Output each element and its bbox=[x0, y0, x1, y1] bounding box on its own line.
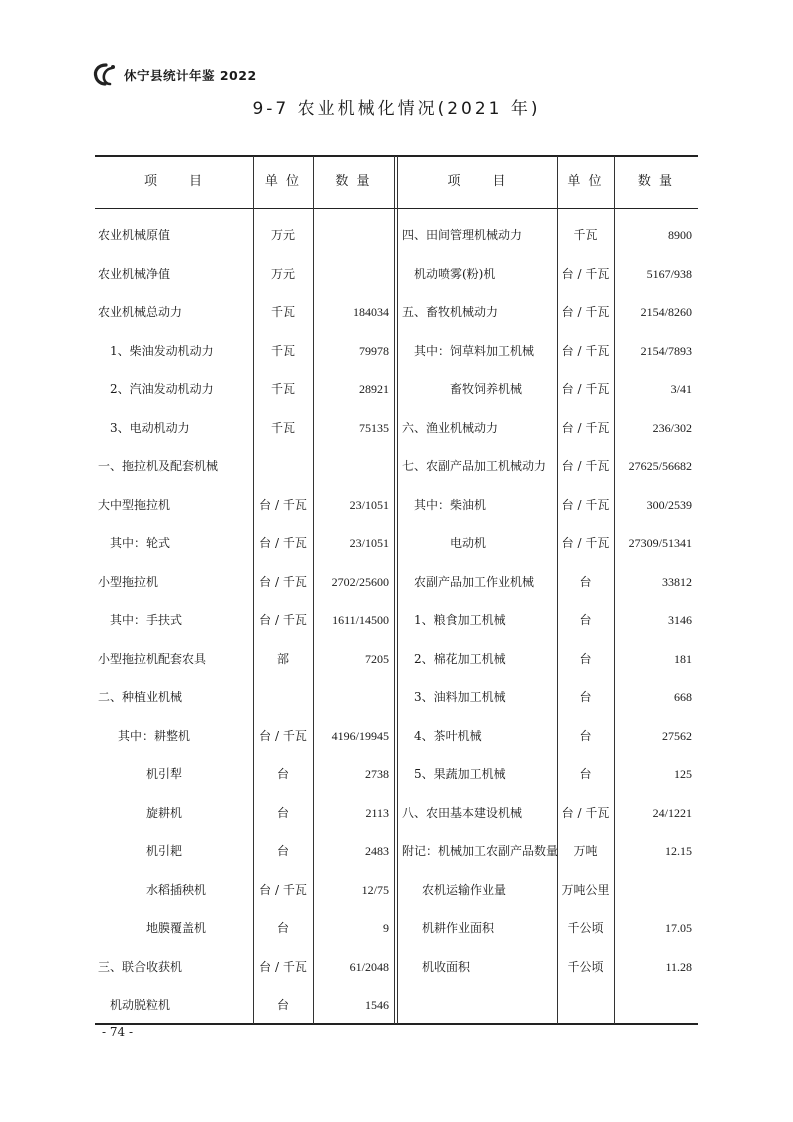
left-row-item: 其中：耕整机 bbox=[118, 728, 191, 743]
right-row-item: 农副产品加工作业机械 bbox=[414, 574, 535, 589]
left-row-item: 二、种植业机械 bbox=[98, 690, 183, 704]
left-row-item: 水稻插秧机 bbox=[146, 882, 207, 897]
yearbook-logo-icon bbox=[92, 62, 118, 88]
right-row-value: 8900 bbox=[668, 228, 692, 242]
left-row-value bbox=[313, 678, 389, 717]
right-row-unit: 台 bbox=[579, 767, 592, 781]
right-row-item: 1、粮食加工机械 bbox=[414, 613, 506, 627]
right-row-unit: 台 / 千瓦 bbox=[561, 343, 610, 358]
left-row-value: 23/1051 bbox=[349, 536, 389, 550]
right-row-value: 24/1221 bbox=[652, 805, 692, 820]
left-row-value bbox=[313, 447, 389, 486]
left-row-item: 其中：轮式 bbox=[110, 536, 171, 550]
right-row-item: 附记：机械加工农副产品数量 bbox=[402, 844, 559, 858]
right-row-value: 300/2539 bbox=[646, 497, 692, 512]
right-row-item: 电动机 bbox=[450, 536, 487, 550]
left-row-item: 机引犁 bbox=[146, 767, 183, 781]
right-row-value: 27309/51341 bbox=[628, 536, 692, 550]
left-row-value bbox=[313, 255, 389, 294]
right-row-item: 2、棉花加工机械 bbox=[414, 651, 506, 666]
left-row-unit: 台 bbox=[276, 921, 289, 935]
right-row-unit: 千公顷 bbox=[567, 921, 604, 935]
left-row-value: 4196/19945 bbox=[331, 728, 389, 743]
left-row-item: 农业机械原值 bbox=[98, 228, 171, 242]
right-row-unit: 千公顷 bbox=[567, 959, 604, 974]
right-row-value: 3/41 bbox=[670, 382, 692, 396]
header-value-right: 数 量 bbox=[637, 174, 675, 189]
left-row-value: 9 bbox=[383, 921, 389, 935]
right-row-value bbox=[614, 871, 692, 910]
right-row-unit: 台 / 千瓦 bbox=[561, 536, 610, 550]
right-row-item: 机动喷雾(粉)机 bbox=[414, 266, 496, 281]
left-row-item: 大中型拖拉机 bbox=[98, 497, 171, 512]
left-row-unit: 台 / 千瓦 bbox=[259, 536, 307, 550]
left-row-value: 61/2048 bbox=[349, 959, 389, 974]
right-row-value: 27625/56682 bbox=[628, 459, 692, 473]
left-row-value: 2702/25600 bbox=[331, 574, 389, 589]
right-row-item: 3、油料加工机械 bbox=[414, 690, 506, 704]
right-row-value: 5167/938 bbox=[646, 266, 692, 281]
left-row-unit bbox=[253, 447, 313, 486]
right-row-unit: 台 bbox=[579, 574, 592, 589]
left-row-item: 机动脱粒机 bbox=[110, 998, 171, 1012]
right-row-item: 机收面积 bbox=[422, 959, 471, 974]
left-row-unit: 台 bbox=[276, 805, 289, 820]
header-unit-left: 单 位 bbox=[264, 174, 302, 189]
left-row-unit bbox=[253, 678, 313, 717]
right-row-unit: 万吨 bbox=[573, 844, 598, 858]
header-item-right: 项 目 bbox=[447, 174, 508, 189]
left-row-value: 2113 bbox=[365, 805, 389, 820]
right-row-value: 125 bbox=[674, 767, 692, 781]
left-row-item: 地膜覆盖机 bbox=[146, 921, 207, 935]
right-row-unit: 台 bbox=[579, 613, 592, 627]
right-row-unit: 台 / 千瓦 bbox=[561, 497, 610, 512]
left-row-unit: 台 / 千瓦 bbox=[259, 882, 307, 897]
right-row-value: 11.28 bbox=[665, 959, 692, 974]
left-row-unit: 台 / 千瓦 bbox=[259, 959, 307, 974]
left-row-item: 小型拖拉机 bbox=[98, 574, 159, 589]
left-row-value: 75135 bbox=[359, 420, 389, 435]
left-row-value: 2483 bbox=[365, 844, 389, 858]
left-row-item: 小型拖拉机配套农具 bbox=[98, 651, 207, 666]
right-row-value: 2154/7893 bbox=[640, 343, 692, 358]
left-row-unit: 千瓦 bbox=[270, 382, 295, 396]
right-row-item: 4、茶叶机械 bbox=[414, 728, 482, 743]
left-row-item: 2、汽油发动机动力 bbox=[110, 382, 214, 396]
right-row-unit: 台 / 千瓦 bbox=[561, 305, 610, 319]
right-row-value: 12.15 bbox=[665, 844, 692, 858]
right-row-unit: 台 / 千瓦 bbox=[561, 266, 610, 281]
right-row-item: 其中：饲草料加工机械 bbox=[414, 343, 535, 358]
left-row-unit: 台 bbox=[276, 844, 289, 858]
left-row-item: 机引耙 bbox=[146, 844, 183, 858]
right-row-item: 五、畜牧机械动力 bbox=[402, 305, 499, 319]
header bbox=[92, 62, 257, 88]
left-row-item: 旋耕机 bbox=[146, 805, 183, 820]
left-row-item: 1、柴油发动机动力 bbox=[110, 343, 214, 358]
right-row-item: 其中：柴油机 bbox=[414, 497, 487, 512]
left-row-unit: 台 / 千瓦 bbox=[259, 613, 307, 627]
right-row-unit: 台 / 千瓦 bbox=[561, 420, 610, 435]
left-row-unit: 万元 bbox=[270, 228, 295, 242]
right-row-unit: 万吨公里 bbox=[561, 882, 610, 897]
left-row-item: 3、电动机动力 bbox=[110, 420, 190, 435]
left-row-item: 农业机械总动力 bbox=[98, 305, 183, 319]
right-row-item: 四、田间管理机械动力 bbox=[402, 228, 523, 242]
right-row-unit: 台 / 千瓦 bbox=[561, 459, 610, 473]
left-row-unit: 台 / 千瓦 bbox=[259, 574, 307, 589]
left-row-value: 79978 bbox=[359, 343, 389, 358]
left-row-unit: 台 bbox=[276, 998, 289, 1012]
right-row-unit: 台 bbox=[579, 728, 592, 743]
left-row-item: 其中：手扶式 bbox=[110, 613, 183, 627]
right-row-unit: 台 / 千瓦 bbox=[561, 382, 610, 396]
right-row-value: 33812 bbox=[662, 574, 692, 589]
right-row-unit: 台 bbox=[579, 690, 592, 704]
right-row-value: 236/302 bbox=[652, 420, 692, 435]
header-item-left: 项 目 bbox=[143, 174, 204, 189]
right-row-item: 八、农田基本建设机械 bbox=[402, 805, 523, 820]
right-row-value: 17.05 bbox=[665, 921, 692, 935]
right-row-item: 七、农副产品加工机械动力 bbox=[402, 459, 547, 473]
left-row-unit: 万元 bbox=[270, 266, 295, 281]
left-row-value: 7205 bbox=[365, 651, 389, 666]
left-row-unit: 千瓦 bbox=[270, 343, 295, 358]
left-row-value bbox=[313, 216, 389, 255]
left-row-unit: 台 / 千瓦 bbox=[259, 728, 307, 743]
page-number: - 74 - bbox=[102, 1025, 134, 1039]
right-row-unit: 台 bbox=[579, 651, 592, 666]
right-row-unit: 台 / 千瓦 bbox=[561, 805, 610, 820]
left-row-value: 184034 bbox=[353, 305, 389, 319]
right-row-item: 农机运输作业量 bbox=[422, 882, 507, 897]
right-row-item: 5、果蔬加工机械 bbox=[414, 767, 506, 781]
col-divider-middle bbox=[394, 156, 398, 1024]
left-row-value: 12/75 bbox=[361, 882, 389, 897]
yearbook-brand: 休宁县统计年鉴 2022 bbox=[124, 68, 257, 83]
left-row-unit: 台 / 千瓦 bbox=[259, 497, 307, 512]
left-row-unit: 部 bbox=[276, 651, 289, 666]
left-row-item: 农业机械净值 bbox=[98, 266, 171, 281]
right-row-value: 3146 bbox=[668, 613, 692, 627]
right-row-value: 27562 bbox=[662, 728, 692, 743]
left-row-value: 1611/14500 bbox=[332, 613, 389, 627]
left-row-value: 23/1051 bbox=[349, 497, 389, 512]
right-row-item: 机耕作业面积 bbox=[422, 921, 495, 935]
right-row-unit: 千瓦 bbox=[573, 228, 598, 242]
right-row-value: 2154/8260 bbox=[640, 305, 692, 319]
left-row-unit: 千瓦 bbox=[270, 305, 295, 319]
left-row-unit: 千瓦 bbox=[270, 420, 295, 435]
left-row-item: 三、联合收获机 bbox=[98, 959, 183, 974]
right-row-item: 六、渔业机械动力 bbox=[402, 420, 499, 435]
right-row-value: 668 bbox=[674, 690, 692, 704]
right-row-value: 181 bbox=[674, 651, 692, 666]
right-row-item: 畜牧饲养机械 bbox=[450, 382, 523, 396]
left-row-unit: 台 bbox=[276, 767, 289, 781]
header-unit-right: 单 位 bbox=[567, 174, 604, 189]
table-title: 9-7 农业机械化情况(2021 年) bbox=[252, 99, 541, 119]
left-row-item: 一、拖拉机及配套机械 bbox=[98, 459, 219, 473]
header-value-left: 数 量 bbox=[335, 174, 372, 189]
left-row-value: 1546 bbox=[365, 998, 389, 1012]
left-row-value: 2738 bbox=[365, 767, 389, 781]
left-row-value: 28921 bbox=[359, 382, 389, 396]
